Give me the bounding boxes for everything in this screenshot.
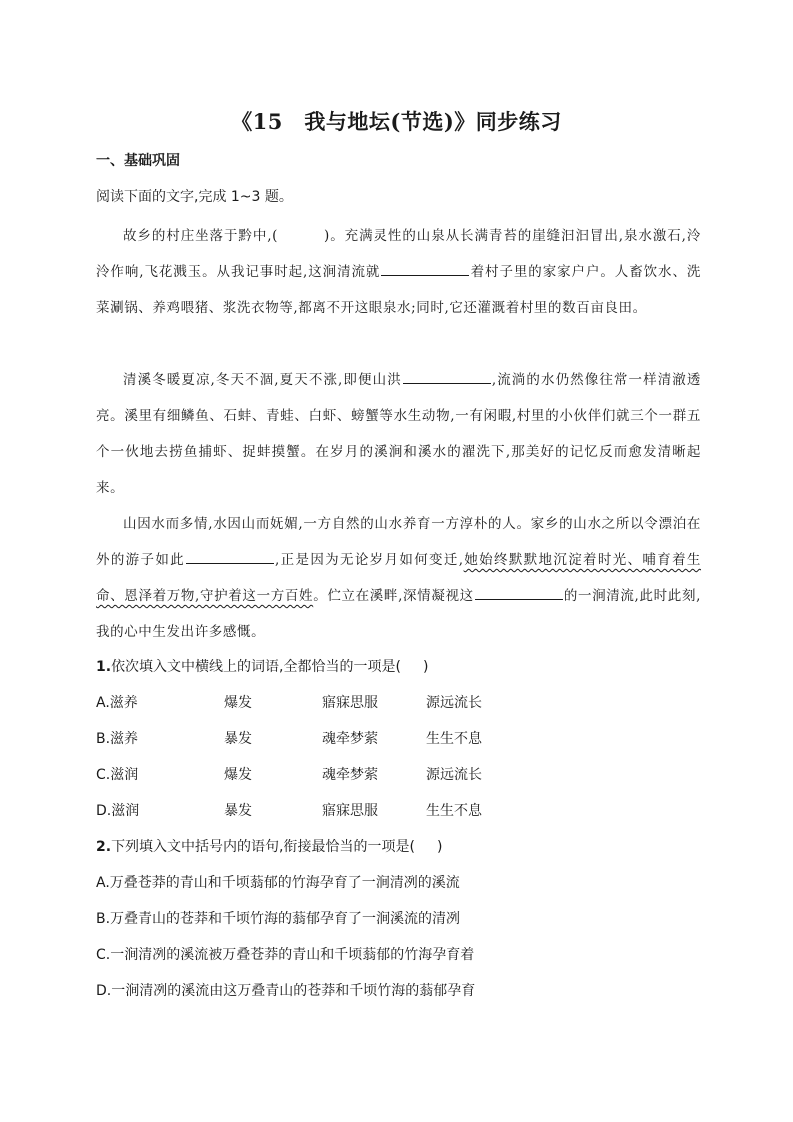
option-cell: B.滋养 <box>96 731 139 747</box>
p1-text-b: )。充满灵性的山泉从长满青苔的崖缝汩汩冒出,泉水激石,泠泠作响,飞花溅玉。从我记事时起,这涧清流就 <box>96 228 701 280</box>
option-cell: 爆发 <box>224 767 252 783</box>
reading-instruction: 阅读下面的文字,完成 1~3 题。 <box>96 189 293 205</box>
option-cell: 寤寐思服 <box>322 803 378 819</box>
question-1-stem: 依次填入文中横线上的词语,全都恰当的一项是( <box>111 659 401 675</box>
option-cell: 暴发 <box>224 803 252 819</box>
question-1 <box>96 656 428 676</box>
q2-option-d: D.一涧清冽的溪流由这万叠青山的苍莽和千顷竹海的蓊郁孕育 <box>96 983 476 999</box>
option-cell: 生生不息 <box>426 731 482 747</box>
passage-paragraph-3 <box>96 506 701 650</box>
option-cell: C.滋润 <box>96 767 139 783</box>
option-cell: 暴发 <box>224 731 252 747</box>
option-cell: 生生不息 <box>426 803 482 819</box>
question-1-close: ) <box>422 659 429 675</box>
p3-text-c: 。伫立在溪畔,深情凝视这 <box>313 588 474 604</box>
option-cell: 源远流长 <box>426 767 482 783</box>
question-2-stem: 下列填入文中括号内的语句,衔接最恰当的一项是( <box>111 839 415 855</box>
option-cell: 爆发 <box>224 695 252 711</box>
fill-blank-3 <box>186 547 274 564</box>
option-cell: A.滋养 <box>96 695 138 711</box>
p3-text-d: 的一涧清流,此时此刻,我的心中生发出许多感慨。 <box>96 588 701 640</box>
fill-blank-1 <box>381 259 469 276</box>
question-2-number: 2. <box>96 839 112 855</box>
question-1-number: 1. <box>96 659 112 675</box>
section-heading: 一、基础巩固 <box>96 153 180 169</box>
q2-option-c: C.一涧清冽的溪流被万叠苍莽的青山和千顷蓊郁的竹海孕育着 <box>96 947 475 963</box>
q2-option-b: B.万叠青山的苍莽和千顷竹海的蓊郁孕育了一涧溪流的清冽 <box>96 911 461 927</box>
fill-blank-2 <box>403 367 491 384</box>
fill-blank-4 <box>475 583 563 600</box>
option-cell: D.滋润 <box>96 803 140 819</box>
document-title: 《15 我与地坛(节选)》同步练习 <box>231 109 562 134</box>
p3-text-b: ,正是因为无论岁月如何变迁, <box>275 552 464 568</box>
wavy-underlined-sentence: 她始终默默地沉淀着时光、哺育着生命、恩泽着万物,守护着这一方百姓 <box>96 552 702 604</box>
p1-text-c: 着村子里的家家户户。人畜饮水、洗菜涮锅、养鸡喂猪、浆洗衣物等,都离不开这眼泉水;同时,它还灌溉着村里的数百亩良田。 <box>96 264 701 316</box>
p1-text-a: 故乡的村庄坐落于黔中,( <box>123 228 279 244</box>
option-cell: 魂牵梦萦 <box>322 731 378 747</box>
question-2 <box>96 836 442 856</box>
p2-text-b: ,流淌的水仍然像往常一样清澈透亮。溪里有细鳞鱼、石蚌、青蛙、白虾、螃蟹等水生动物,一有闲暇,村里的小伙伴们就三个一群五个一伙地去捞鱼捕虾、捉蚌摸蟹。在岁月的溪涧和溪水的濯洗下,那美好的记忆反而愈发清晰起来。 <box>96 372 701 496</box>
p3-text-a: 山因水而多情,水因山而妩媚,一方自然的山水养育一方淳朴的人。家乡的山水之所以令漂泊在外的游子如此 <box>96 516 701 568</box>
q2-option-a: A.万叠苍莽的青山和千顷蓊郁的竹海孕育了一涧清冽的溪流 <box>96 875 460 891</box>
p2-text-a: 清溪冬暖夏凉,冬天不涸,夏天不涨,即便山洪 <box>123 372 402 388</box>
option-cell: 寤寐思服 <box>322 695 378 711</box>
passage-paragraph-1 <box>96 218 701 326</box>
question-2-close: ) <box>436 839 443 855</box>
passage-paragraph-2 <box>96 362 701 506</box>
option-cell: 源远流长 <box>426 695 482 711</box>
option-cell: 魂牵梦萦 <box>322 767 378 783</box>
